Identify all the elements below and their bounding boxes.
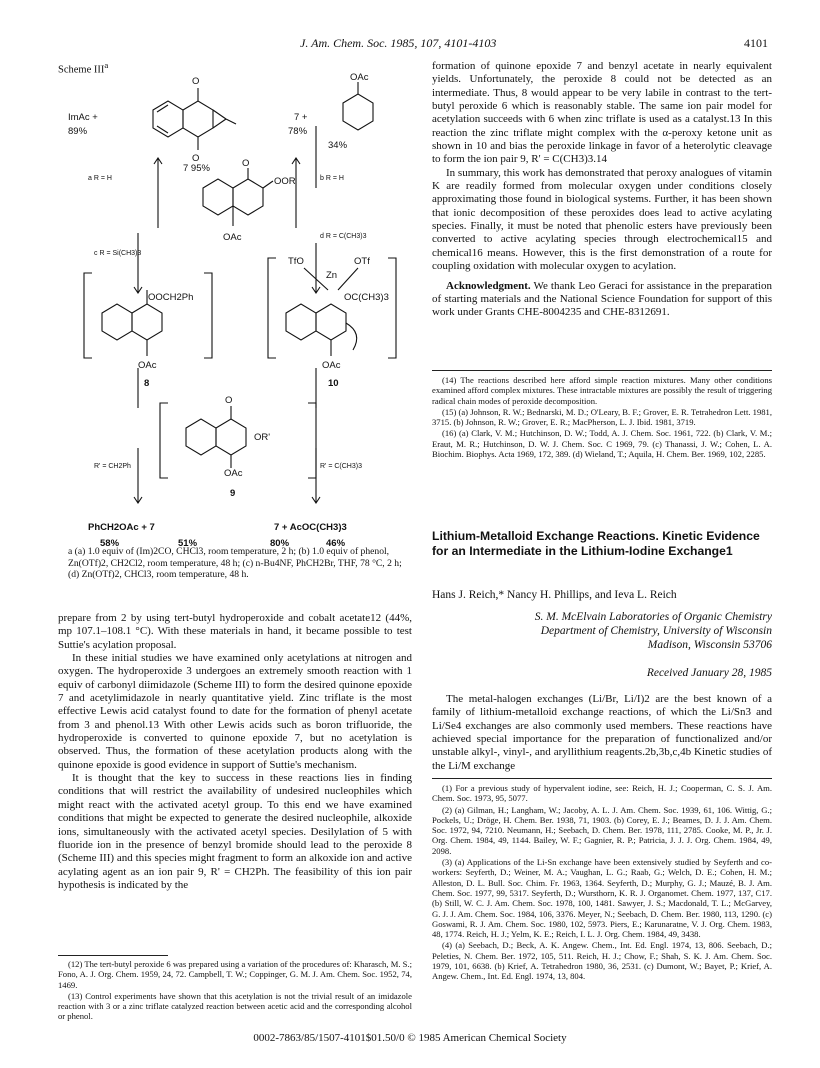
article-authors: Hans J. Reich,* Nancy H. Phillips, and Ieva L. Reich <box>432 589 677 601</box>
label-oac-8: OAc <box>138 360 157 371</box>
scheme-label: Scheme III$^a$ <box>58 60 109 76</box>
label-imac: ImAc + <box>68 112 98 123</box>
label-y58: 58% <box>100 538 120 549</box>
label-r-cme3: R' = C(CH3)3 <box>320 463 362 470</box>
paragraph: formation of quinone epoxide 7 and benzyl acetate in nearly equivalent yields. Unfortunately, the peroxide 8 could not be detected as an intermediate. Thus, 8 would appear to be very labile in contrast to the tert-butyl peroxide 6 which is reasonably stable. The same ion pair model for acetylation succeeds with 6 when zinc triflate is used as a catalyst.13 In this reaction the zinc triflate might complex with the α-peroxy ketone unit as shown in 10 and bias the peroxide linkage in favor of a heterolytic cleavage to form the ion pair 9, R' = C(CH3)3.14 <box>432 60 772 166</box>
label-o-top: O <box>192 76 200 87</box>
label-otf: OTf <box>354 256 370 267</box>
label-o-9: O <box>225 395 233 406</box>
label-o-bot: O <box>192 153 200 164</box>
label-oac-10: OAc <box>322 360 341 371</box>
footnote: (16) (a) Clark, V. M.; Hutchinson, D. W.; Todd, A. J. Chem. Soc. 1961, 722. (b) Clark, V. M.; Eraut, M. R.; Hutchinson, D. W. J. Chem. Soc. C 1969, 79. (c) Thanassi, J. W.; Cohen, L. A. Biochim. Biophys. Acta 1969, 172, 389. (d) Wieland, T.; Aquila, H. Chem. Ber. 1969, 102, 2285. <box>432 428 772 460</box>
paragraph: In summary, this work has demonstrated that peroxy analogues of vitamin K are readily formed from molecular oxygen under conditions closely approximating those found in biological systems. Further, it has been shown that ionic decomposition of these peroxides does lead to active acylating species. Finally, it must be noted that phenolic esters have previously been converted to active acylating species through electrochemical15 and chemical16 means. However, this is the first demonstration of a route for coupling oxidation with molecular oxygen to acylation. <box>432 166 772 273</box>
label-7-plus: 7 + <box>294 112 308 123</box>
label-8: 8 <box>144 378 150 389</box>
label-or-prime: OR' <box>254 432 271 443</box>
footnote: (3) (a) Applications of the Li-Sn exchange have been extensively studied by Seyferth and co-workers: Seyferth, D.; Weiner, M. A.; Vaughan, L. G.; Raab, G.; Welch, D. E.; Cohen, H. M.; Alleston, D. L. Bull. Soc. Chim. Fr. 1963, 1364. Seyferth, D.; Murphy, G. J.; Mauzé, B. J. Am. Chem. Soc. 1977, 99, 5317. Seyferth, D.; Wursthorn, K. R. J. Organomet. Chem. 1977, 137, C17. (b) Still, W. C. J. Am. Chem. Soc. 1978, 100, 1481. Sawyer, J. S.; Macdonald, T. L.; McGarvey, G. J. J. Am. Chem. Soc. 1984, 106, 3376. Meyer, N.; Seebach, D. Chem. Ber. 1980, 113, 1290. (c) Goswami, R. J. Am. Chem. Soc. 1980, 102, 5973. Piers, E.; Karunaratne, V. J. Org. Chem. 1983, 48, 1774. Reich, H. J.; Yelm, K. E.; Reich, I. L. J. Org. Chem. 1984, 49, 3438. <box>432 857 772 940</box>
label-zn: Zn <box>326 270 338 281</box>
paragraph: In these initial studies we have examined only acetylations at nitrogen and oxygen. The hydroperoxide 3 undergoes an extremely smooth reaction with 1 equiv of carbonyl diimidazole (Scheme III) to form the desired quinone epoxide 7 and acetylimidazole in nearly quantitative yield. Zinc triflate is the most effective Lewis acid catalyst found to date for the formation of phenyl acetate from 3 and phenol.13 With other Lewis acids such as boron trifluoride, the hydroperoxide is converted to quinone epoxide 7, but no acetylation is observed. Thus, the formation of these acetylation products along with the quinone epoxide is good evidence in support of Suttie's mechanism. <box>58 652 412 771</box>
label-step-a: a R = H <box>88 175 112 182</box>
ring-mid-left <box>203 179 233 215</box>
label-step-d: d R = C(CH3)3 <box>320 233 367 240</box>
scheme-drawing <box>58 68 418 568</box>
page-footer: 0002-7863/85/1507-4101$01.50/0 © 1985 American Chemical Society <box>253 1032 567 1044</box>
label-prod-right: 7 + AcOC(CH3)3 <box>274 522 347 533</box>
label-y46: 46% <box>326 538 346 549</box>
paragraph: It is thought that the key to success in these reactions lies in finding conditions that will restrict the availability of undesired nucleophiles which might react with the activated acetyl group. To this end we have examined conditions that might be expected to generate the desired nucleophile, alkoxide ions, simultaneously with the activated acetyl species. Desilylation of 5 with fluoride ion in the presence of benzyl bromide should lead to the peroxide 8 (Scheme III) and this species might fragment to form an alkoxide ion and active acylating agent as an ion pair 9, R' = CH2Ph. The feasibility of this ion pair hypothesis is indicated by the <box>58 772 412 891</box>
label-10: 10 <box>328 378 339 389</box>
article-title: Lithium-Metalloid Exchange Reactions. Kinetic Evidence for an Intermediate in the Lithium-Iodine Exchange1 <box>432 529 760 558</box>
label-o-dot: O <box>242 158 250 169</box>
affiliation: S. M. McElvain Laboratories of Organic Chemistry Department of Chemistry, University of Wisconsin Madison, Wisconsin 53706 <box>534 611 772 651</box>
ring-mid-right <box>233 179 263 215</box>
label-step-c: c R = Si(CH3)3 <box>94 250 142 257</box>
label-step-b: b R = H <box>320 175 344 182</box>
footnote: (2) (a) Gilman, H.; Langham, W.; Jacoby, A. L. J. Am. Chem. Soc. 1939, 61, 106. Wittig, G.; Pockels, U.; Dröge, H. Chem. Ber. 1938, 71, 1903. (b) Corey, E. J.; Beames, D. J. J. Am. Chem. Soc. 1972, 94, 7210. Neumann, H.; Seebach, D. Chem. Ber. 1978, 111, 2785. Cooke, M. P., Jr. J. Org. Chem. 1984, 49, 1144. Bailey, W. F.; Gagnier, R. P.; Patricia, J. J. J. Org. Chem. 1984, 49, 2098. <box>432 804 772 856</box>
label-oor: OOR <box>274 176 296 187</box>
label-oac-top: OAc <box>350 72 369 83</box>
running-head <box>0 36 820 52</box>
acknowledgment-text: We thank Leo Geraci for assistance in the preparation of starting materials and the National Science Foundation for support of this work under Grants CHE-8004235 and CHE-8312691. <box>432 279 772 319</box>
label-tfo: TfO <box>288 256 304 267</box>
label-oac-mid: OAc <box>223 232 242 243</box>
label-9: 9 <box>230 488 236 499</box>
page-number: 4101 <box>744 36 768 50</box>
ring-phenyl <box>343 94 373 130</box>
label-oac-9: OAc <box>224 468 243 479</box>
journal-citation: J. Am. Chem. Soc. 1985, 107, 4101-4103 <box>300 36 497 50</box>
right-column-body <box>432 60 772 320</box>
acknowledgment <box>432 280 772 320</box>
label-r-ch2ph: R' = CH2Ph <box>94 463 131 470</box>
article-body <box>432 693 772 773</box>
footnote: (15) (a) Johnson, R. W.; Bednarski, M. D.; O'Leary, B. F.; Grover, E. R. Tetrahedron Lett. 1981, 3715. (b) Johnson, R. W.; Grover, E. R.; MacPherson, L. J. Ibid. 1981, 3719. <box>432 406 772 428</box>
footnote: (13) Control experiments have shown that this acetylation is not the trivial result of an imidazole reaction with 3 or a zinc triflate catalyzed reaction between acetic acid and the corresponding alcohol or phenol. <box>58 990 412 1022</box>
label-prod-left: PhCH2OAc + 7 <box>88 522 155 533</box>
footnote: (4) (a) Seebach, D.; Beck, A. K. Angew. Chem., Int. Ed. Engl. 1974, 13, 806. Seebach, D.; Peleties, N. Chem. Ber. 1972, 105, 511. Reich, H. J.; Chow, F.; Shah, S. K. J. Am. Chem. Soc. 1979, 101, 6638. (b) Krief, A. Tetrahedron 1980, 36, 2531. (c) Dumont, W.; Bayet, P.; Krief, A. Angew. Chem., Int. Ed. Engl. 1974, 13, 804. <box>432 940 772 982</box>
article-footnotes <box>432 783 772 983</box>
label-7-95: 7 95% <box>183 163 210 174</box>
ring-top-left <box>153 101 183 137</box>
acknowledgment-heading: Acknowledgment. <box>446 279 531 292</box>
ring-top-right <box>183 101 213 137</box>
reaction-scheme <box>58 68 418 568</box>
footnote-divider <box>432 370 772 371</box>
label-34: 34% <box>328 140 348 151</box>
paragraph: The metal-halogen exchanges (Li/Br, Li/I)2 are the best known of a family of lithium-metalloid exchange reactions, of which the Li/Sn3 and Li/Se4 exchanges are also commonly used members. These reactions have achieved special importance for the preparation of functionalized and/or unstable alkyl-, vinyl-, and aryllithium reagents.2b,3b,c,4b Kinetic studies of the Li/M exchange <box>432 693 772 772</box>
label-ooch2ph: OOCH2Ph <box>148 292 194 303</box>
label-oc-ch3: OC(CH3)3 <box>344 292 389 303</box>
label-89: 89% <box>68 126 88 137</box>
label-78: 78% <box>288 126 308 137</box>
footnote: (14) The reactions described here afford simple reaction mixtures. Many other conditions examined afford complex mixtures. These intractable mixtures are possibly the result of triggering radical chain modes of peroxide decomposition. <box>432 375 772 406</box>
label-y51: 51% <box>178 538 198 549</box>
paragraph: prepare from 2 by using tert-butyl hydroperoxide and cobalt acetate12 (44%, mp 107.1–108.1 °C). With these materials in hand, it became possible to test Suttie's acylation proposal. <box>58 612 412 651</box>
footnote-divider <box>58 955 168 956</box>
left-footnotes <box>58 959 412 1023</box>
right-footnotes <box>432 375 772 460</box>
footnote: (12) The tert-butyl peroxide 6 was prepared using a variation of the procedures of: Kharasch, M. S.; Fono, A. J. Org. Chem. 1959, 24, 72. Campbell, T. W.; Coppinger, G. M. J. Am. Chem. Soc. 1952, 74, 1469. <box>58 959 412 990</box>
left-column-body <box>58 612 412 892</box>
footnote: (1) For a previous study of hypervalent iodine, see: Reich, H. J.; Cooperman, C. S. J. Am. Chem. Soc. 1973, 95, 5077. <box>432 783 772 804</box>
label-y80: 80% <box>270 538 290 549</box>
received-date: Received January 28, 1985 <box>646 667 772 679</box>
footnote-divider <box>432 778 772 779</box>
scheme-footnote: a (a) 1.0 equiv of (Im)2CO, CHCl3, room temperature, 2 h; (b) 1.0 equiv of phenol, Zn(OTf)2, CH2Cl2, room temperature, 48 h; (c) n-Bu4NF, PhCH2Br, THF, 78 °C, 2 h; (d) Zn(OTf)2, CHCl3, room temperature, 48 h. <box>68 546 402 581</box>
